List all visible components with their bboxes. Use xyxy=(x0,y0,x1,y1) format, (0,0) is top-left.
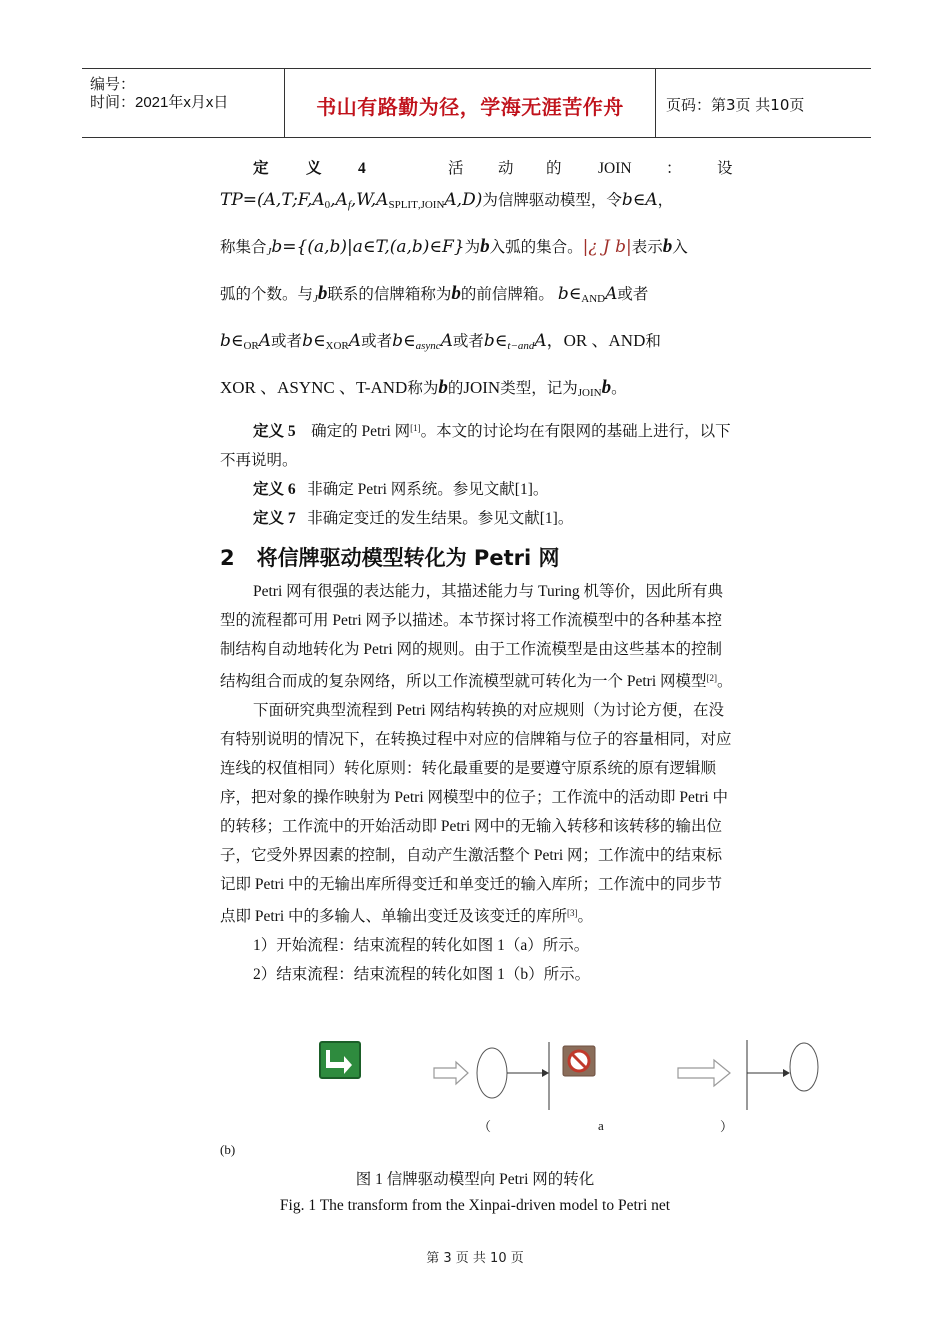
def4-word: 4 xyxy=(358,160,366,177)
subscript: J xyxy=(313,293,318,305)
header-left-cell xyxy=(82,69,285,137)
formula: A xyxy=(258,331,272,351)
figure-diagram xyxy=(220,1038,840,1158)
subscript: t−and xyxy=(507,340,535,352)
definition-5 xyxy=(220,414,734,475)
def4-word: ： xyxy=(666,160,682,177)
def4-word: JOIN xyxy=(598,160,632,177)
text: ， xyxy=(657,192,674,209)
var-b: b xyxy=(392,331,403,351)
formula: |¿ J b| xyxy=(582,237,632,257)
text: 或者 xyxy=(452,333,484,350)
formula: b={(a,b)|a∈T,(a,b)∈F} xyxy=(271,237,465,257)
text: 。 xyxy=(611,380,627,397)
text: 或者 xyxy=(271,333,303,350)
formula: A xyxy=(348,331,362,351)
def-label: 定义 7 xyxy=(253,510,296,527)
citation: [3] xyxy=(567,908,578,918)
motto: 书山有路勤为径，学海无涯苦作舟 xyxy=(316,95,624,119)
page-footer: 第 3 页 共 10 页 xyxy=(426,1251,524,1266)
text: 。本文的讨论均在有限网的基础上进行，以下不再说明。 xyxy=(220,423,731,469)
text: JOIN xyxy=(463,378,501,397)
section-heading xyxy=(220,543,734,573)
formula: ∈A xyxy=(632,190,658,210)
transform-arrow-a xyxy=(434,1062,468,1084)
formula: ,A xyxy=(330,190,348,210)
text: 非确定 Petri 网系统。参见文献[1]。 xyxy=(307,481,549,498)
var-b: b xyxy=(662,236,673,257)
formula: A xyxy=(534,331,547,351)
var-b: b xyxy=(438,377,448,398)
def-label: 定义 6 xyxy=(253,481,296,498)
paragraph-2 xyxy=(220,696,734,931)
definition-4-line-5 xyxy=(220,367,734,414)
text: 为信牌驱动模型，令 xyxy=(482,192,622,209)
start-activity-icon xyxy=(320,1042,360,1078)
arrowhead-icon xyxy=(783,1069,790,1077)
text: 的前信牌箱。 xyxy=(460,286,554,303)
subscript: f xyxy=(347,199,351,211)
text: 非确定变迁的发生结果。参见文献[1]。 xyxy=(307,510,574,527)
fig-label-a: a xyxy=(598,1118,604,1133)
paragraph-1 xyxy=(220,577,734,696)
petri-place-b xyxy=(790,1043,818,1091)
subscript: async xyxy=(415,340,441,352)
subscript: J xyxy=(266,246,272,258)
formula: TP=(A,T;F,A xyxy=(220,190,325,210)
text: 入 xyxy=(672,239,688,256)
definition-7 xyxy=(220,504,734,533)
text: 称为 xyxy=(407,380,439,397)
number-label: 编号： xyxy=(90,76,136,93)
subscript: 0 xyxy=(324,199,331,211)
def4-word: 定 xyxy=(253,160,269,177)
formula: A,D) xyxy=(444,190,483,210)
subscript: AND xyxy=(581,293,606,305)
text: ，OR 、AND xyxy=(546,331,646,350)
formula: ∈ xyxy=(312,331,326,351)
text: 为 xyxy=(464,239,481,256)
list-item-2: 2）结束流程：结束流程的转化如图 1（b）所示。 xyxy=(253,966,591,983)
header-page-cell xyxy=(656,69,871,137)
definition-4-line-1 xyxy=(220,180,734,226)
transform-arrow-b xyxy=(678,1060,730,1086)
fig-label-close: ） xyxy=(720,1119,734,1134)
text: 表示 xyxy=(631,239,663,256)
formula: ∈ xyxy=(568,284,582,304)
arrowhead-icon xyxy=(542,1069,549,1077)
def4-word: 义 xyxy=(306,160,322,177)
figure-caption-cn: 图 1 信牌驱动模型向 Petri 网的转化 xyxy=(355,1171,595,1188)
formula: A xyxy=(605,284,618,304)
header-motto-cell xyxy=(285,69,656,137)
var-b: b xyxy=(483,331,495,351)
var-b: b xyxy=(302,331,313,351)
formula: A xyxy=(440,331,453,351)
body-content xyxy=(220,150,734,989)
text: 确定的 Petri 网 xyxy=(311,423,411,440)
text: 或者 xyxy=(617,286,649,303)
var-b: b xyxy=(621,190,633,210)
definition-6 xyxy=(220,475,734,504)
formula: ∈ xyxy=(494,331,508,351)
formula: ,W,A xyxy=(350,190,389,210)
text: 联系的信牌箱称为 xyxy=(327,286,452,303)
page-header xyxy=(82,68,871,138)
var-b: b xyxy=(480,236,490,257)
fig-label-b: (b) xyxy=(220,1142,236,1157)
var-b: b xyxy=(601,377,612,398)
page-info: 页码：第3页 共10页 xyxy=(666,96,805,114)
text: 称集合 xyxy=(220,239,267,256)
var-b: b xyxy=(220,331,231,351)
def4-word: 设 xyxy=(717,160,733,177)
text: 弧的个数。与 xyxy=(220,286,314,303)
subscript: XOR xyxy=(325,340,349,352)
text: 的 xyxy=(447,380,464,397)
subscript: SPLIT xyxy=(388,199,418,211)
def4-word: 活 xyxy=(448,160,464,177)
text: 。 xyxy=(577,908,594,925)
definition-4-line-4 xyxy=(220,320,734,367)
figure-1 xyxy=(220,1038,840,1158)
formula: ∈ xyxy=(402,331,416,351)
text: 。 xyxy=(717,673,733,690)
formula: ∈ xyxy=(230,331,244,351)
list-item-1: 1）开始流程：结束流程的转化如图 1（a）所示。 xyxy=(253,937,590,954)
end-activity-icon xyxy=(563,1046,595,1076)
var-b: b xyxy=(317,283,328,304)
def4-word: 的 xyxy=(546,160,562,177)
section-title: 将信牌驱动模型转化为 Petri 网 xyxy=(256,546,560,570)
def-label: 定义 5 xyxy=(253,423,296,440)
fig-label-open: （ xyxy=(478,1119,492,1134)
subscript: JOIN xyxy=(577,387,602,399)
citation: [1] xyxy=(410,423,421,433)
text: 下面研究典型流程到 Petri 网结构转换的对应规则（为讨论方便，在没有特别说明的情况下，在转换过程中对应的信牌箱与位子的容量相同，对应连线的权值相同）转化原则：转化最重要的是要遵守原系统的原有逻辑顺序，把对象的操作映射为 Petri 网模型中的位子；工作流中的活动即 Petri 中的转移；工作流中的开始活动即 Petri 网中的无输入转移和该转移的输出位子，它受外界因素的控制，自动产生激活整个 Petri 网；工作流中的结束标记即 Petri 中的无输出库所得变迁和单变迁的输入库所；工作流中的同步节点即 Petri 中的多输人、单输出变迁及该变迁的库所 xyxy=(220,702,732,925)
text: 和 xyxy=(645,333,661,350)
definition-4-heading xyxy=(220,150,734,180)
text: XOR 、ASYNC 、T-AND xyxy=(220,378,408,397)
text: 或者 xyxy=(361,333,393,350)
definition-4-line-2 xyxy=(220,226,734,273)
var-b: b xyxy=(451,283,461,304)
section-number: 2 xyxy=(220,546,235,570)
citation: [2] xyxy=(706,673,718,683)
subscript: OR xyxy=(243,340,259,352)
petri-place-a xyxy=(477,1048,507,1098)
var-b: b xyxy=(557,284,569,304)
text: Petri 网有很强的表达能力，其描述能力与 Turing 机等价，因此所有典型的流程都可用 Petri 网予以描述。本节探讨将工作流模型中的各种基本控制结构自动地转化为 Petri 网的规则。由于工作流模型是由这些基本的控制结构组合而成的复杂网络，所以工作流模型就可转化为一个 Petri 网模型 xyxy=(220,583,724,690)
definition-4-line-3 xyxy=(220,273,734,320)
text: 类型，记为 xyxy=(500,380,578,397)
time-label: 时间：2021年x月x日 xyxy=(90,94,229,111)
text: 入弧的集合。 xyxy=(489,239,583,256)
subscript: ,JOIN xyxy=(417,199,445,211)
def4-word: 动 xyxy=(498,160,514,177)
figure-caption-en: Fig. 1 The transform from the Xinpai-driven model to Petri net xyxy=(279,1197,671,1214)
